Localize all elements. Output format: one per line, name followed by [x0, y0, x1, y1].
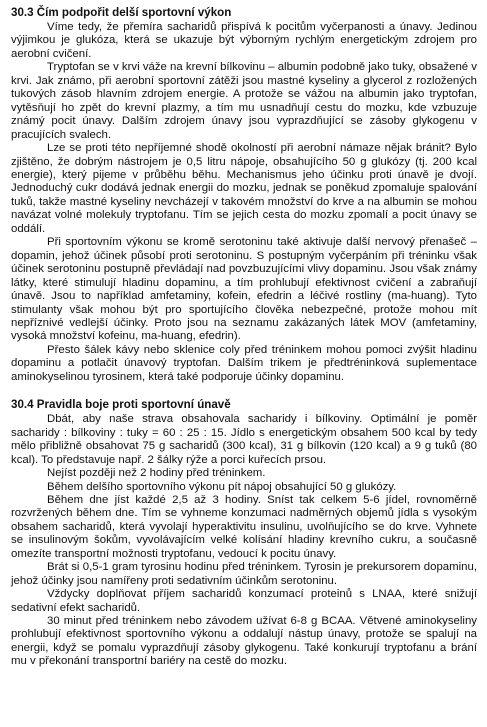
paragraph: Tryptofan se v krvi váže na krevní bílkovinu – albumin podobně jako tuky, obsažené v krvi. Jak známo, při aerobní sportovní zátěži jsou mastné kyseliny a glycerol z rozložených tukových zásob hlavním zdrojem energie. A protože se vážou na albumin jako tryptofan, vytěsňují ho zpět do krevní plazmy, a tím mu usnadňují cestu do mozku, kde vzbuzuje známý pocit únavy. Dalším zdrojem únavy jsou vyprazdňující se zásoby glykogenu v pracujících svalech.: [11, 61, 477, 141]
paragraph: Přesto šálek kávy nebo sklenice coly před tréninkem mohou pomoci zvýšit hladinu dopaminu a potlačit únavový tryptofan. Dalším trikem je předtréninková suplementace aminokyselinou tyrosinem, která také podporuje účinky dopaminu.: [11, 343, 477, 383]
section-30-4: [11, 398, 477, 669]
section-30-3: [11, 6, 477, 384]
paragraph: 30 minut před tréninkem nebo závodem užívat 6-8 g BCAA. Větvené aminokyseliny prohlubují efektivnost sportovního výkonu a oddalují nástup únavy, protože se spalují na energii, když se pomalu vyprazdňují zásoby glykogenu. Také konkurují tryptofanu a brání mu v překonání transportní bariéry na cestě do mozku.: [11, 615, 477, 668]
paragraph: Vždycky doplňovat příjem sacharidů konzumací proteinů s LNAA, které snižují sedativní efekt sacharidů.: [11, 588, 477, 614]
section-spacer: [11, 384, 477, 398]
paragraph: Dbát, aby naše strava obsahovala sacharidy i bílkoviny. Optimální je poměr sacharidy : bílkoviny : tuky = 60 : 25 : 15. Jídlo s energetickým obsahem 500 kcal by tedy mělo přibližně obsahovat 75 g sacharidů (300 kcal), 31 g bílkovin (120 kcal) a 9 g tuků (80 kcal). To představuje např. 2 šálky rýže a porci kuřecích prsou.: [11, 413, 477, 466]
paragraph: Nejíst později než 2 hodiny před tréninkem.: [47, 467, 266, 480]
paragraph: Během delšího sportovního výkonu pít nápoj obsahující 50 g glukózy.: [47, 480, 397, 493]
paragraph: Během dne jíst každé 2,5 až 3 hodiny. Sníst tak celkem 5-6 jídel, rovnoměrně rozvržených během dne. Tím se vyhneme konzumaci nadměrných objemů jídla s vysokým obsahem sacharidů, která vyvolají hyperaktivitu insulinu, uvolňujícího se do krve. Vyhnete se insulinovým šokům, vyvolávajícím velké kolísání hladiny krevního cukru, a současně omezíte transportní možnosti tryptofanu, vedoucí k pocitu únavy.: [11, 493, 477, 560]
paragraph: Brát si 0,5-1 gram tyrosinu hodinu před tréninkem. Tyrosin je prekursorem dopaminu, jehož účinky jsou namířeny proti sedativním účinkům serotoninu.: [11, 561, 477, 587]
section-heading: 30.3 Čím podpořit delší sportovní výkon: [11, 6, 232, 19]
section-heading: 30.4 Pravidla boje proti sportovní únavě: [11, 398, 231, 412]
paragraph: Při sportovním výkonu se kromě serotoninu také aktivuje další nervový přenašeč – dopamin, jehož účinek působí proti serotoninu. S postupným vyčerpáním při tréninku však účinek serotoninu postupně převládají nad povzbuzujícími vlivy dopaminu. Jsou však známy látky, které stimulují hladinu dopaminu, a tím prohlubují efektivnost cvičení a zabraňují únavě. Jsou to například amfetaminy, kofein, efedrin a léčivé rostliny (ma-huang). Tyto stimulanty však mohou být pro sportujícího člověka nebezpečné, protože mohou mít nepříznivé vedlejší účinky. Proto jsou na seznamu zakázaných látek MOV (amfetaminy, vysoká množství kofeinu, ma-huang, efedrin).: [11, 236, 477, 343]
paragraph: Lze se proti této nepříjemné shodě okolností při aerobní námaze nějak bránit? Bylo zjištěno, že dobrým nástrojem je 0,5 litru nápoje, obsahujícího 50 g glukózy (tj. 200 kcal energie), který pijeme v průběhu běhu. Mechanismus jeho účinku proti únavě je dvojí. Jednoduchý cukr dodává jednak energii do mozku, jednak se poněkud zpomaluje spalování tuků, takže mastné kyseliny nevcházejí v takovém množství do krve a na albumin se mohou navázat volné molekuly tryptofanu. Tím se jejich cesta do mozku zpomalí a pocit únavy se oddálí.: [11, 142, 477, 235]
paragraph: Víme tedy, že přemíra sacharidů přispívá k pocitům vyčerpanosti a únavy. Jedinou výjimkou je glukóza, která se ukazuje být výborným rychlým energetickým zdrojem pro aerobní cvičení.: [11, 21, 477, 60]
